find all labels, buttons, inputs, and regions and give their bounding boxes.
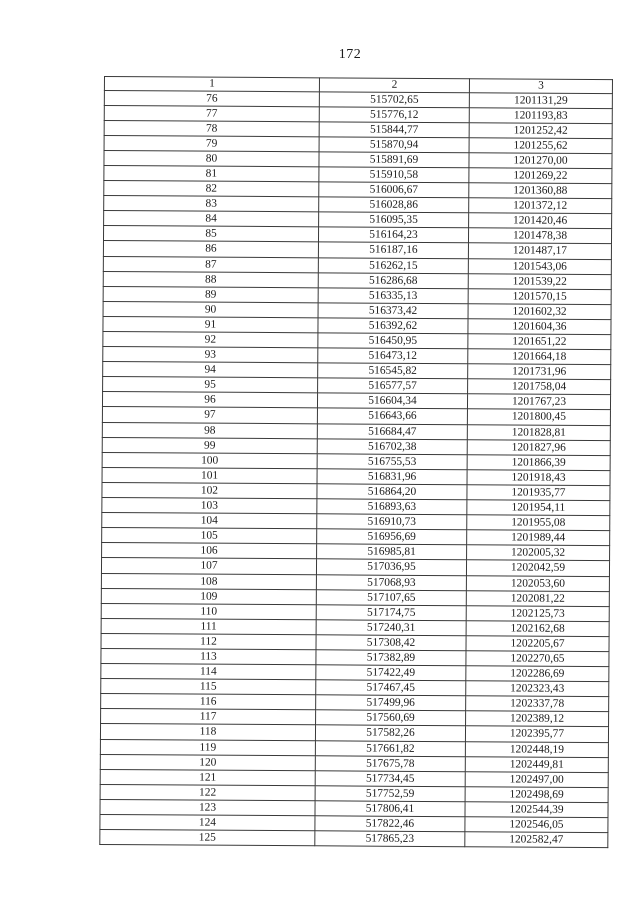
- y-coordinate-cell: 1201731,96: [468, 364, 611, 380]
- x-coordinate-cell: 516164,23: [318, 227, 468, 243]
- x-coordinate-cell: 517734,45: [315, 771, 465, 787]
- point-number-cell: 125: [100, 830, 315, 846]
- x-coordinate-cell: 517107,65: [316, 589, 466, 605]
- y-coordinate-cell: 1202125,73: [466, 605, 609, 621]
- point-number-cell: 96: [102, 392, 317, 408]
- x-coordinate-cell: 517068,93: [316, 574, 466, 590]
- x-coordinate-cell: 517382,89: [316, 650, 466, 666]
- x-coordinate-cell: 517865,23: [315, 831, 465, 847]
- point-number-cell: 118: [100, 724, 315, 740]
- y-coordinate-cell: 1201478,38: [468, 228, 611, 244]
- y-coordinate-cell: 1202205,67: [466, 636, 609, 652]
- table-row: [100, 830, 608, 848]
- y-coordinate-cell: 1202544,39: [465, 802, 608, 818]
- y-coordinate-cell: 1201604,36: [468, 319, 611, 335]
- y-coordinate-cell: 1201664,18: [468, 349, 611, 365]
- coordinates-table: [99, 76, 613, 848]
- column-header-1: 1: [104, 77, 319, 92]
- y-coordinate-cell: 1201269,22: [469, 168, 612, 184]
- x-coordinate-cell: 516604,34: [317, 393, 467, 409]
- x-coordinate-cell: 516187,16: [318, 242, 468, 258]
- x-coordinate-cell: 517752,59: [315, 786, 465, 802]
- table-body: [100, 90, 613, 848]
- point-number-cell: 80: [104, 150, 319, 166]
- column-header-2: 2: [319, 78, 469, 92]
- point-number-cell: 111: [101, 618, 316, 634]
- y-coordinate-cell: 1201828,81: [467, 424, 610, 440]
- x-coordinate-cell: 516893,63: [317, 499, 467, 515]
- y-coordinate-cell: 1201866,39: [467, 454, 610, 470]
- x-coordinate-cell: 516985,81: [317, 544, 467, 560]
- y-coordinate-cell: 1201918,43: [467, 470, 610, 486]
- x-coordinate-cell: 517661,82: [315, 740, 465, 756]
- y-coordinate-cell: 1202162,68: [466, 621, 609, 637]
- x-coordinate-cell: 516545,82: [318, 363, 468, 379]
- coordinates-table-wrapper: [99, 76, 612, 848]
- point-number-cell: 93: [103, 347, 318, 363]
- y-coordinate-cell: 1202042,59: [466, 560, 609, 576]
- point-number-cell: 77: [104, 105, 319, 121]
- y-coordinate-cell: 1201543,06: [468, 258, 611, 274]
- y-coordinate-cell: 1201954,11: [467, 500, 610, 516]
- x-coordinate-cell: 516335,13: [318, 288, 468, 304]
- x-coordinate-cell: 516684,47: [317, 423, 467, 439]
- point-number-cell: 89: [103, 286, 318, 302]
- x-coordinate-cell: 516956,69: [317, 529, 467, 545]
- point-number-cell: 106: [102, 543, 317, 559]
- point-number-cell: 109: [101, 588, 316, 604]
- point-number-cell: 123: [100, 799, 315, 815]
- x-coordinate-cell: 515870,94: [319, 137, 469, 153]
- y-coordinate-cell: 1202337,78: [466, 696, 609, 712]
- point-number-cell: 94: [103, 362, 318, 378]
- point-number-cell: 124: [100, 814, 315, 830]
- point-number-cell: 100: [102, 452, 317, 468]
- point-number-cell: 92: [103, 331, 318, 347]
- y-coordinate-cell: 1201935,77: [467, 485, 610, 501]
- point-number-cell: 84: [104, 211, 319, 227]
- y-coordinate-cell: 1202395,77: [465, 726, 608, 742]
- y-coordinate-cell: 1202498,69: [465, 787, 608, 803]
- point-number-cell: 102: [102, 482, 317, 498]
- point-number-cell: 87: [103, 256, 318, 272]
- point-number-cell: 76: [104, 90, 319, 106]
- point-number-cell: 115: [101, 679, 316, 695]
- point-number-cell: 122: [100, 784, 315, 800]
- x-coordinate-cell: 516028,86: [319, 197, 469, 213]
- y-coordinate-cell: 1201360,88: [469, 183, 612, 199]
- point-number-cell: 121: [100, 769, 315, 785]
- point-number-cell: 114: [101, 664, 316, 680]
- y-coordinate-cell: 1201570,15: [468, 288, 611, 304]
- y-coordinate-cell: 1202582,47: [465, 832, 608, 848]
- point-number-cell: 116: [101, 694, 316, 710]
- point-number-cell: 110: [101, 603, 316, 619]
- point-number-cell: 98: [102, 422, 317, 438]
- y-coordinate-cell: 1201651,22: [468, 334, 611, 350]
- y-coordinate-cell: 1201193,83: [469, 107, 612, 123]
- point-number-cell: 82: [104, 181, 319, 197]
- y-coordinate-cell: 1201758,04: [468, 379, 611, 395]
- y-coordinate-cell: 1201602,32: [468, 304, 611, 320]
- x-coordinate-cell: 516095,35: [319, 212, 469, 228]
- column-header-3: 3: [469, 79, 612, 93]
- y-coordinate-cell: 1202449,81: [465, 756, 608, 772]
- y-coordinate-cell: 1202546,05: [465, 817, 608, 833]
- y-coordinate-cell: 1201255,62: [469, 138, 612, 154]
- x-coordinate-cell: 516831,96: [317, 469, 467, 485]
- y-coordinate-cell: 1201131,29: [469, 92, 612, 108]
- point-number-cell: 107: [101, 558, 316, 574]
- y-coordinate-cell: 1201955,08: [467, 515, 610, 531]
- x-coordinate-cell: 516262,15: [318, 257, 468, 273]
- x-coordinate-cell: 516864,20: [317, 484, 467, 500]
- x-coordinate-cell: 517822,46: [315, 816, 465, 832]
- x-coordinate-cell: 516755,53: [317, 454, 467, 470]
- x-coordinate-cell: 517240,31: [316, 620, 466, 636]
- y-coordinate-cell: 1201487,17: [468, 243, 611, 259]
- y-coordinate-cell: 1202497,00: [465, 771, 608, 787]
- page-number: 172: [338, 47, 362, 62]
- x-coordinate-cell: 517422,49: [316, 665, 466, 681]
- point-number-cell: 83: [104, 196, 319, 212]
- y-coordinate-cell: 1202448,19: [465, 741, 608, 757]
- y-coordinate-cell: 1202005,32: [467, 545, 610, 561]
- point-number-cell: 79: [104, 135, 319, 151]
- point-number-cell: 91: [103, 316, 318, 332]
- x-coordinate-cell: 517582,26: [315, 725, 465, 741]
- y-coordinate-cell: 1202053,60: [466, 575, 609, 591]
- y-coordinate-cell: 1202286,69: [466, 666, 609, 682]
- y-coordinate-cell: 1201252,42: [469, 122, 612, 138]
- y-coordinate-cell: 1201372,12: [469, 198, 612, 214]
- x-coordinate-cell: 516910,73: [317, 514, 467, 530]
- point-number-cell: 78: [104, 120, 319, 136]
- y-coordinate-cell: 1201539,22: [468, 273, 611, 289]
- y-coordinate-cell: 1202081,22: [466, 590, 609, 606]
- point-number-cell: 112: [101, 633, 316, 649]
- point-number-cell: 81: [104, 165, 319, 181]
- point-number-cell: 101: [102, 467, 317, 483]
- x-coordinate-cell: 517467,45: [316, 680, 466, 696]
- y-coordinate-cell: 1201270,00: [469, 153, 612, 169]
- y-coordinate-cell: 1202323,43: [466, 681, 609, 697]
- x-coordinate-cell: 516702,38: [317, 438, 467, 454]
- point-number-cell: 104: [102, 513, 317, 529]
- x-coordinate-cell: 515702,65: [319, 91, 469, 107]
- point-number-cell: 85: [103, 226, 318, 242]
- point-number-cell: 105: [102, 528, 317, 544]
- point-number-cell: 108: [101, 573, 316, 589]
- x-coordinate-cell: 517499,96: [316, 695, 466, 711]
- x-coordinate-cell: 515844,77: [319, 122, 469, 138]
- point-number-cell: 99: [102, 437, 317, 453]
- point-number-cell: 119: [100, 739, 315, 755]
- x-coordinate-cell: 515910,58: [319, 167, 469, 183]
- point-number-cell: 90: [103, 301, 318, 317]
- point-number-cell: 117: [101, 709, 316, 725]
- x-coordinate-cell: 517560,69: [316, 710, 466, 726]
- y-coordinate-cell: 1201800,45: [467, 409, 610, 425]
- x-coordinate-cell: 517308,42: [316, 635, 466, 651]
- x-coordinate-cell: 516450,95: [318, 333, 468, 349]
- point-number-cell: 120: [100, 754, 315, 770]
- y-coordinate-cell: 1201420,46: [469, 213, 612, 229]
- y-coordinate-cell: 1202389,12: [466, 711, 609, 727]
- point-number-cell: 97: [102, 407, 317, 423]
- y-coordinate-cell: 1201767,23: [467, 394, 610, 410]
- point-number-cell: 103: [102, 498, 317, 514]
- point-number-cell: 113: [101, 648, 316, 664]
- x-coordinate-cell: 515891,69: [319, 152, 469, 168]
- point-number-cell: 86: [103, 241, 318, 257]
- point-number-cell: 95: [103, 377, 318, 393]
- x-coordinate-cell: 516473,12: [318, 348, 468, 364]
- y-coordinate-cell: 1202270,65: [466, 651, 609, 667]
- point-number-cell: 88: [103, 271, 318, 287]
- x-coordinate-cell: 516643,66: [317, 408, 467, 424]
- x-coordinate-cell: 516577,57: [318, 378, 468, 394]
- y-coordinate-cell: 1201989,44: [467, 530, 610, 546]
- x-coordinate-cell: 516392,62: [318, 318, 468, 334]
- x-coordinate-cell: 516373,42: [318, 303, 468, 319]
- x-coordinate-cell: 517036,95: [316, 559, 466, 575]
- x-coordinate-cell: 516286,68: [318, 272, 468, 288]
- x-coordinate-cell: 515776,12: [319, 106, 469, 122]
- x-coordinate-cell: 517174,75: [316, 604, 466, 620]
- x-coordinate-cell: 517675,78: [315, 755, 465, 771]
- y-coordinate-cell: 1201827,96: [467, 439, 610, 455]
- x-coordinate-cell: 516006,67: [319, 182, 469, 198]
- x-coordinate-cell: 517806,41: [315, 801, 465, 817]
